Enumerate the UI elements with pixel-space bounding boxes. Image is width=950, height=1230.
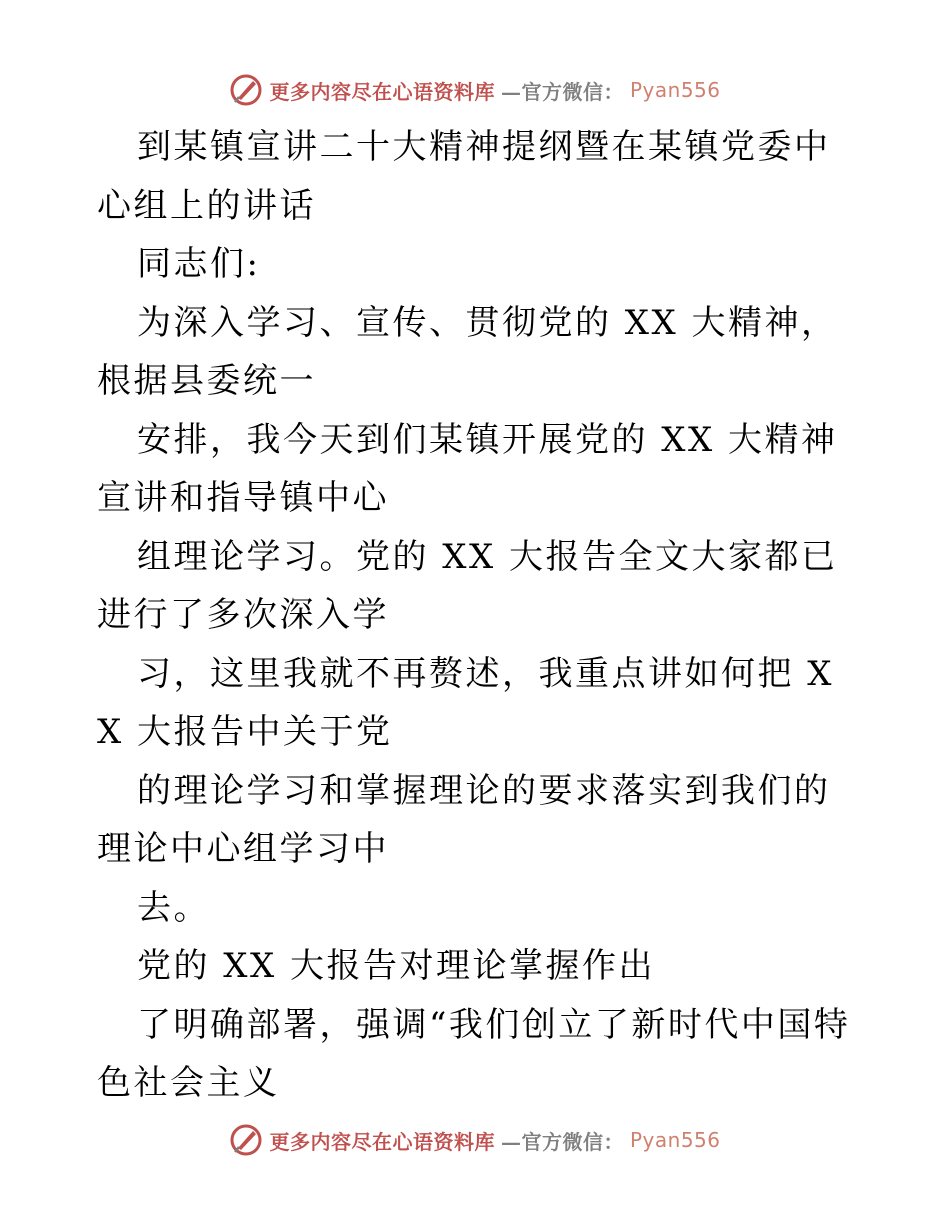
quill-pen-logo-icon — [229, 1123, 263, 1157]
watermark-wechat-id: Pyan556 — [629, 1128, 721, 1152]
document-title: 到某镇宣讲二十大精神提纲暨在某镇党委中心组上的讲话 — [97, 127, 831, 226]
salutation: 同志们: — [137, 244, 261, 284]
watermark-wechat-label: —官方微信： — [500, 1129, 624, 1154]
quill-pen-logo-icon — [229, 73, 263, 107]
paragraph: 去。 — [137, 887, 210, 928]
watermark-wechat-id: Pyan556 — [629, 78, 721, 102]
paragraph: 习，这里我就不再赘述，我重点讲如何把 XX 大报告中关于党 — [97, 653, 835, 752]
footer-watermark — [0, 1118, 950, 1162]
document-body — [97, 118, 857, 1113]
header-watermark — [0, 68, 950, 112]
paragraph: 党的 XX 大报告对理论掌握作出 — [137, 946, 656, 986]
paragraph: 安排，我今天到们某镇开展党的 XX 大精神宣讲和指导镇中心 — [97, 419, 838, 518]
watermark-site-name: 更多内容尽在心语资料库 — [269, 1129, 495, 1154]
paragraph: 的理论学习和掌握理论的要求落实到我们的理论中心组学习中 — [97, 770, 831, 869]
watermark-site-name: 更多内容尽在心语资料库 — [269, 79, 495, 104]
paragraph: 为深入学习、宣传、贯彻党的 XX 大精神，根据县委统一 — [97, 302, 838, 401]
watermark-wechat-label: —官方微信： — [500, 79, 624, 104]
paragraph: 组理论学习。党的 XX 大报告全文大家都已进行了多次深入学 — [97, 536, 838, 635]
paragraph: 了明确部署，强调“我们创立了新时代中国特色社会主义 — [97, 1004, 851, 1103]
